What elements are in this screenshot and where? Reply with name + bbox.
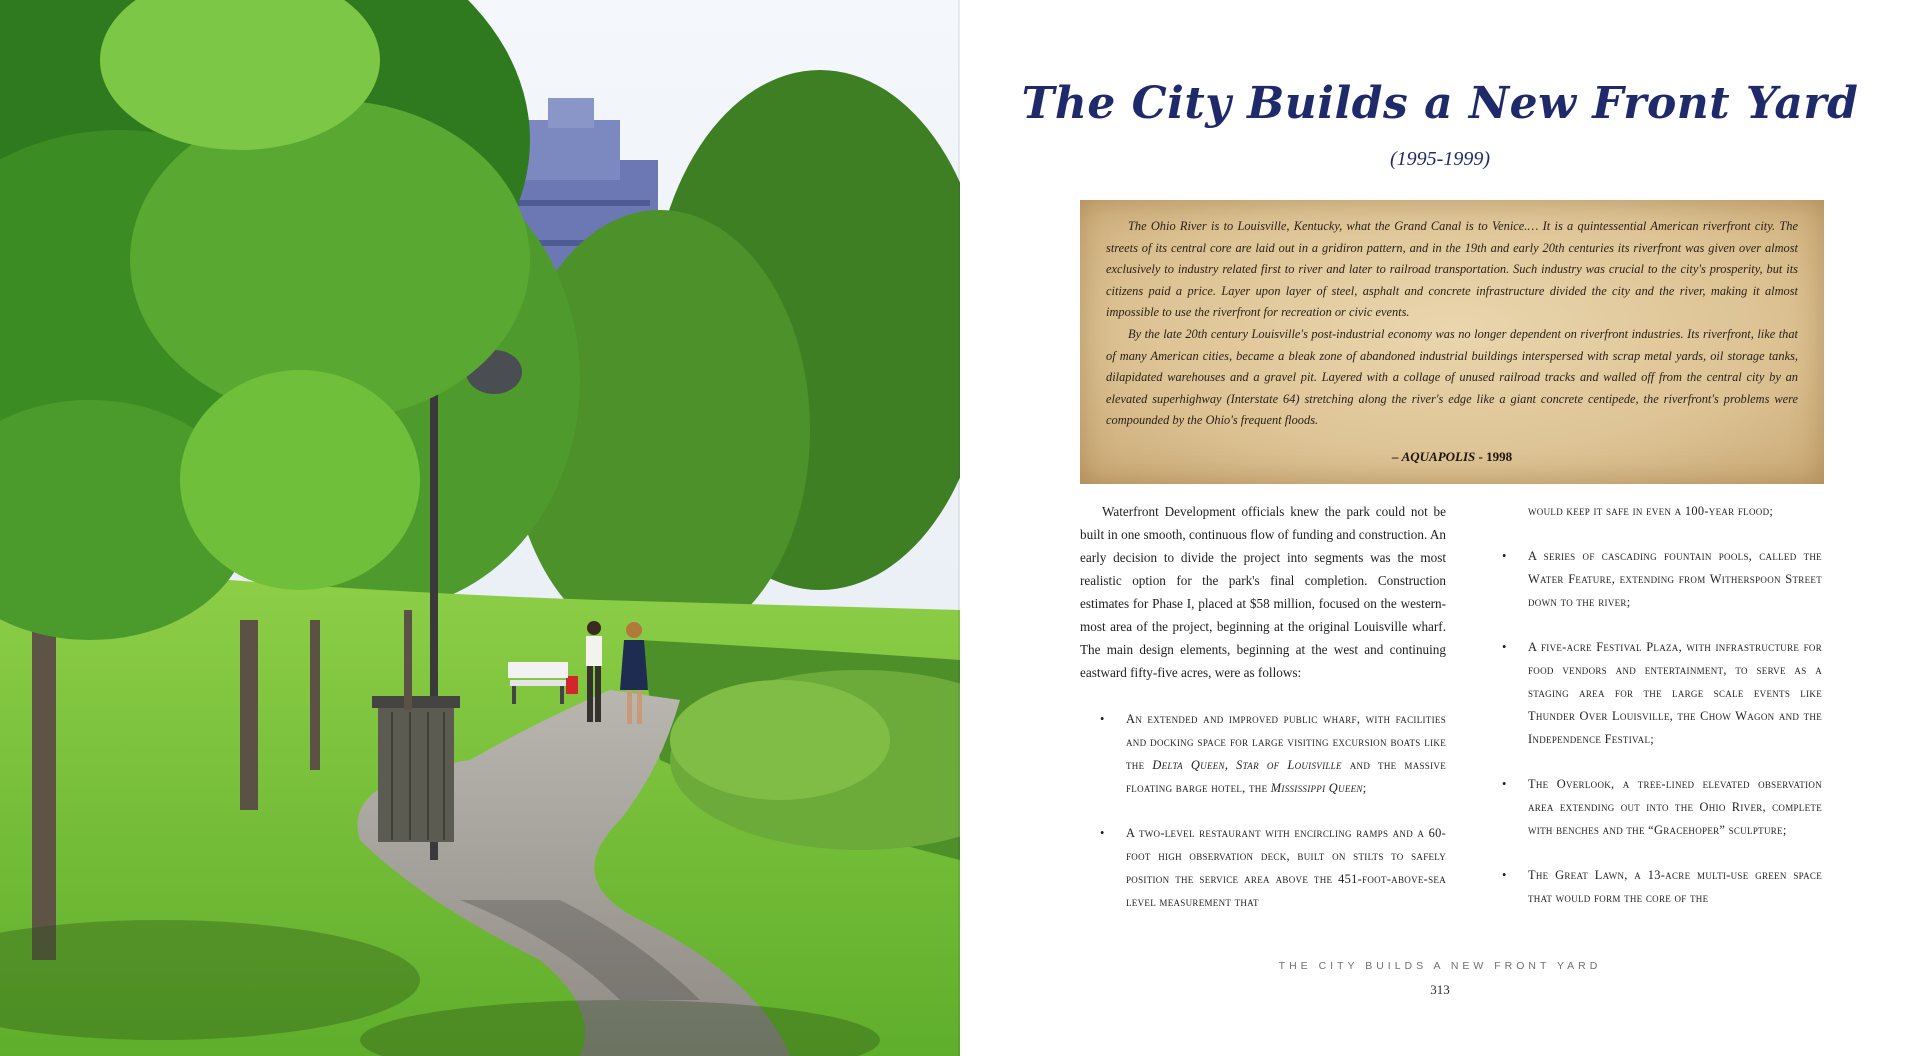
list-item <box>1500 773 1822 842</box>
list-item <box>1500 545 1822 614</box>
right-page <box>960 0 1920 1056</box>
body-column-left <box>1080 500 1446 936</box>
list-item-text: The Great Lawn, a 13-acre multi-use green space that would form the core of the <box>1528 868 1822 905</box>
list-item-text: and the massive floating barge hotel, the <box>1126 758 1447 795</box>
ship-names: Delta Queen, Star of Louisville <box>1152 758 1342 772</box>
ship-name: Mississippi Queen <box>1270 781 1363 795</box>
chapter-title: The City Builds a New Front Yard <box>1021 78 1859 129</box>
chapter-years: (1995-1999) <box>1390 148 1490 170</box>
list-item <box>1080 708 1446 800</box>
quote-source-dash: – <box>1391 449 1402 465</box>
list-item <box>1080 822 1446 914</box>
list-item <box>1500 864 1822 910</box>
body-column-right <box>1500 500 1822 932</box>
list-item-text: An extended and improved public wharf, with facilities and docking space for large visiting excursion boats like the <box>1126 712 1446 772</box>
list-item-text: A five-acre Festival Plaza, with infrastructure for food vendors and entertainment, to serve as a staging area for the large scale events like Thunder Over Louisville, the Chow Wagon and the Independence Festival; <box>1528 640 1822 746</box>
bullet-marker: • <box>1100 712 1105 726</box>
quote-source <box>1080 446 1824 468</box>
list-item-continuation: would keep it safe in even a 100-year flood; <box>1528 504 1774 518</box>
quote-paragraph: The Ohio River is to Louisville, Kentucky, what the Grand Canal is to Venice.… It is a quintessential American riverfront city. The streets of its central core are laid out in a gridiron pattern, and in the 19th and early 20th centuries its riverfront was given over almost exclusively to industry related first to river and later to railroad transportation. Such industry was crucial to the city's prosperity, but its citizens paid a price. Layer upon layer of steel, asphalt and concrete infrastructure divided the city and the river, making it almost impossible to use the riverfront for recreation or civic events. <box>1106 219 1798 320</box>
list-item-text: ; <box>1362 781 1367 795</box>
running-footer: THE CITY BUILDS A NEW FRONT YARD <box>1278 960 1602 972</box>
bullet-marker: • <box>1502 549 1507 563</box>
bullet-list-right <box>1500 545 1822 910</box>
bullet-marker: • <box>1502 640 1507 654</box>
quote-box <box>1080 200 1824 484</box>
list-item-text: A series of cascading fountain pools, called the Water Feature, extending from Witherspoon Street down to the river; <box>1528 549 1822 609</box>
intro-paragraph: Waterfront Development officials knew the park could not be built in one smooth, continuous flow of funding and construction. An early decision to divide the project into segments was the most realistic option for the park's final completion. Construction estimates for Phase I, placed at $58 million, focused on the western-most area of the project, beginning at the original Louisville wharf. The main design elements, beginning at the west and continuing eastward fifty-five acres, were as follows: <box>1080 504 1446 680</box>
bullet-list-left <box>1080 708 1446 914</box>
trash-bin <box>372 696 460 842</box>
quote-paragraph: By the late 20th century Louisville's post-industrial economy was no longer dependent on riverfront industries. Its riverfront, like that of many American cities, became a bleak zone of abandoned industrial buildings interspersed with scrap metal yards, oil storage tanks, dilapidated warehouses and a gravel pit. Layered with a collage of unused railroad tracks and walled off from the central city by an elevated superhighway (Interstate 64) stretching along the river's edge like a giant concrete centipede, the riverfront's problems were compounded by the Ohio's frequent floods. <box>1106 326 1798 428</box>
bullet-marker: • <box>1100 826 1105 840</box>
list-item-text: A two-level restaurant with encircling ramps and a 60-foot high observation deck, built on stilts to safely position the service area above the 451-foot-above-sea level measurement that <box>1126 826 1446 909</box>
quote-source-name: AQUAPOLIS <box>1401 449 1476 465</box>
bullet-marker: • <box>1502 777 1507 791</box>
quote-source-year: - 1998 <box>1475 449 1513 465</box>
page-number: 313 <box>1430 982 1450 997</box>
list-item-text: The Overlook, a tree-lined elevated observation area extending out into the Ohio River, complete with benches and the “Gracehoper” sculpture; <box>1528 777 1822 837</box>
bullet-marker: • <box>1502 868 1507 882</box>
list-item <box>1500 636 1822 751</box>
